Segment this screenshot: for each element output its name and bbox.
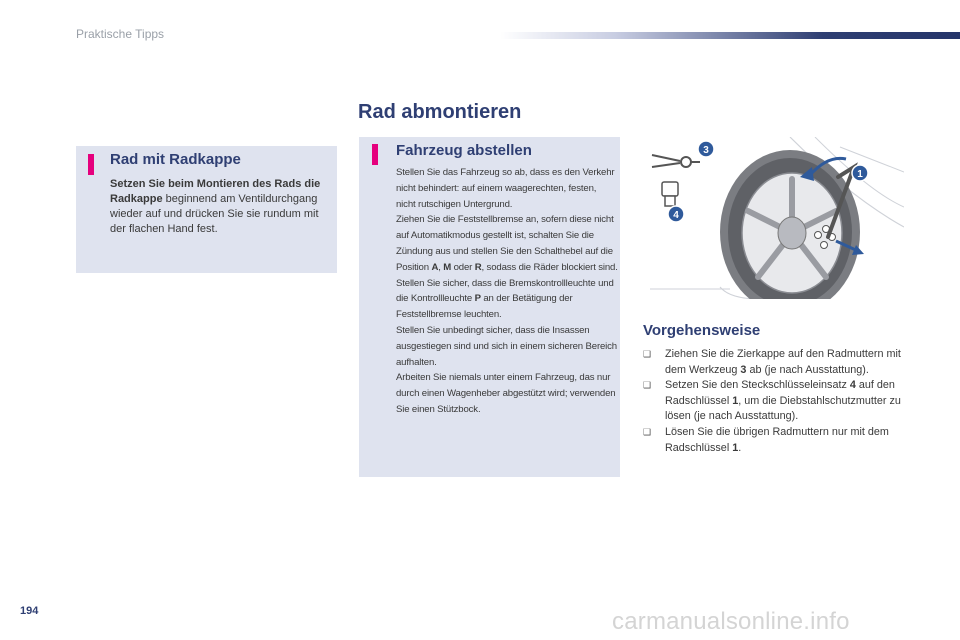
info-icon — [372, 144, 378, 165]
list-item: ❑ Lösen Sie die übrigen Radmuttern nur mit dem Radschlüssel 1. — [643, 425, 889, 454]
checkbox-bullet-icon: ❑ — [643, 380, 652, 391]
section-label: Praktische Tipps — [76, 27, 165, 41]
paragraph: Stellen Sie unbedingt sicher, dass die Insassen ausgestiegen sind und sich in einem sicheren Bereich aufhalten. — [396, 324, 617, 368]
page-number: 194 — [20, 605, 39, 617]
wheel-diagram — [640, 137, 904, 299]
box-text — [110, 177, 330, 237]
procedure-title: Vorgehensweise — [643, 322, 761, 339]
procedure-steps — [643, 347, 913, 456]
info-box-radkappe — [76, 146, 337, 273]
box-text — [396, 165, 618, 418]
watermark: carmanualsonline.info — [612, 608, 850, 635]
box-title: Rad mit Radkappe — [110, 151, 241, 168]
bold-text: Setzen Sie beim Montieren des Rads die Radkappe — [110, 178, 321, 205]
paragraph: Arbeiten Sie niemals unter einem Fahrzeug, das nur durch einen Wagenheber abgestützt wird; verwenden Sie einen Stützbock. — [396, 372, 616, 415]
box-title: Fahrzeug abstellen — [396, 142, 532, 159]
paragraph: Ziehen Sie die Feststellbremse an, sofern diese nicht auf Automatikmodus gestellt ist, schalten Sie die Zündung aus und stellen Sie den Schalthebel auf die Position A, M oder R, sodass die Räder blockiert sind. — [396, 214, 618, 273]
info-box-abstellen — [359, 137, 620, 477]
paragraph: Stellen Sie sicher, dass die Bremskontrollleuchte und die Kontrollleuchte P an der Betätigung der Feststellbremse leuchten. — [396, 277, 614, 321]
checkbox-bullet-icon: ❑ — [643, 426, 652, 437]
header-bar — [500, 32, 960, 39]
wheel-illustration — [640, 137, 904, 299]
body-text: beginnend am Ventildurchgang wieder auf und drücken Sie sie rundum mit der flachen Hand fest. — [110, 193, 319, 235]
page-title: Rad abmontieren — [358, 101, 522, 123]
label-3: 3 — [703, 145, 709, 156]
paragraph: Stellen Sie das Fahrzeug so ab, dass es den Verkehr nicht behindert: auf einem waagerechten, festen, nicht rutschigen Untergrund. — [396, 167, 615, 210]
list-item: ❑ Setzen Sie den Steckschlüsseleinsatz 4 auf den Radschlüssel 1, um die Diebstahlschutzmutter zu lösen (je nach Ausstattung). — [643, 379, 901, 423]
info-icon — [88, 154, 94, 175]
label-1: 1 — [857, 169, 863, 180]
list-item: ❑ Ziehen Sie die Zierkappe auf den Radmuttern mit dem Werkzeug 3 ab (je nach Ausstattung). — [643, 348, 901, 376]
checkbox-bullet-icon: ❑ — [643, 349, 652, 359]
label-4: 4 — [673, 210, 679, 221]
